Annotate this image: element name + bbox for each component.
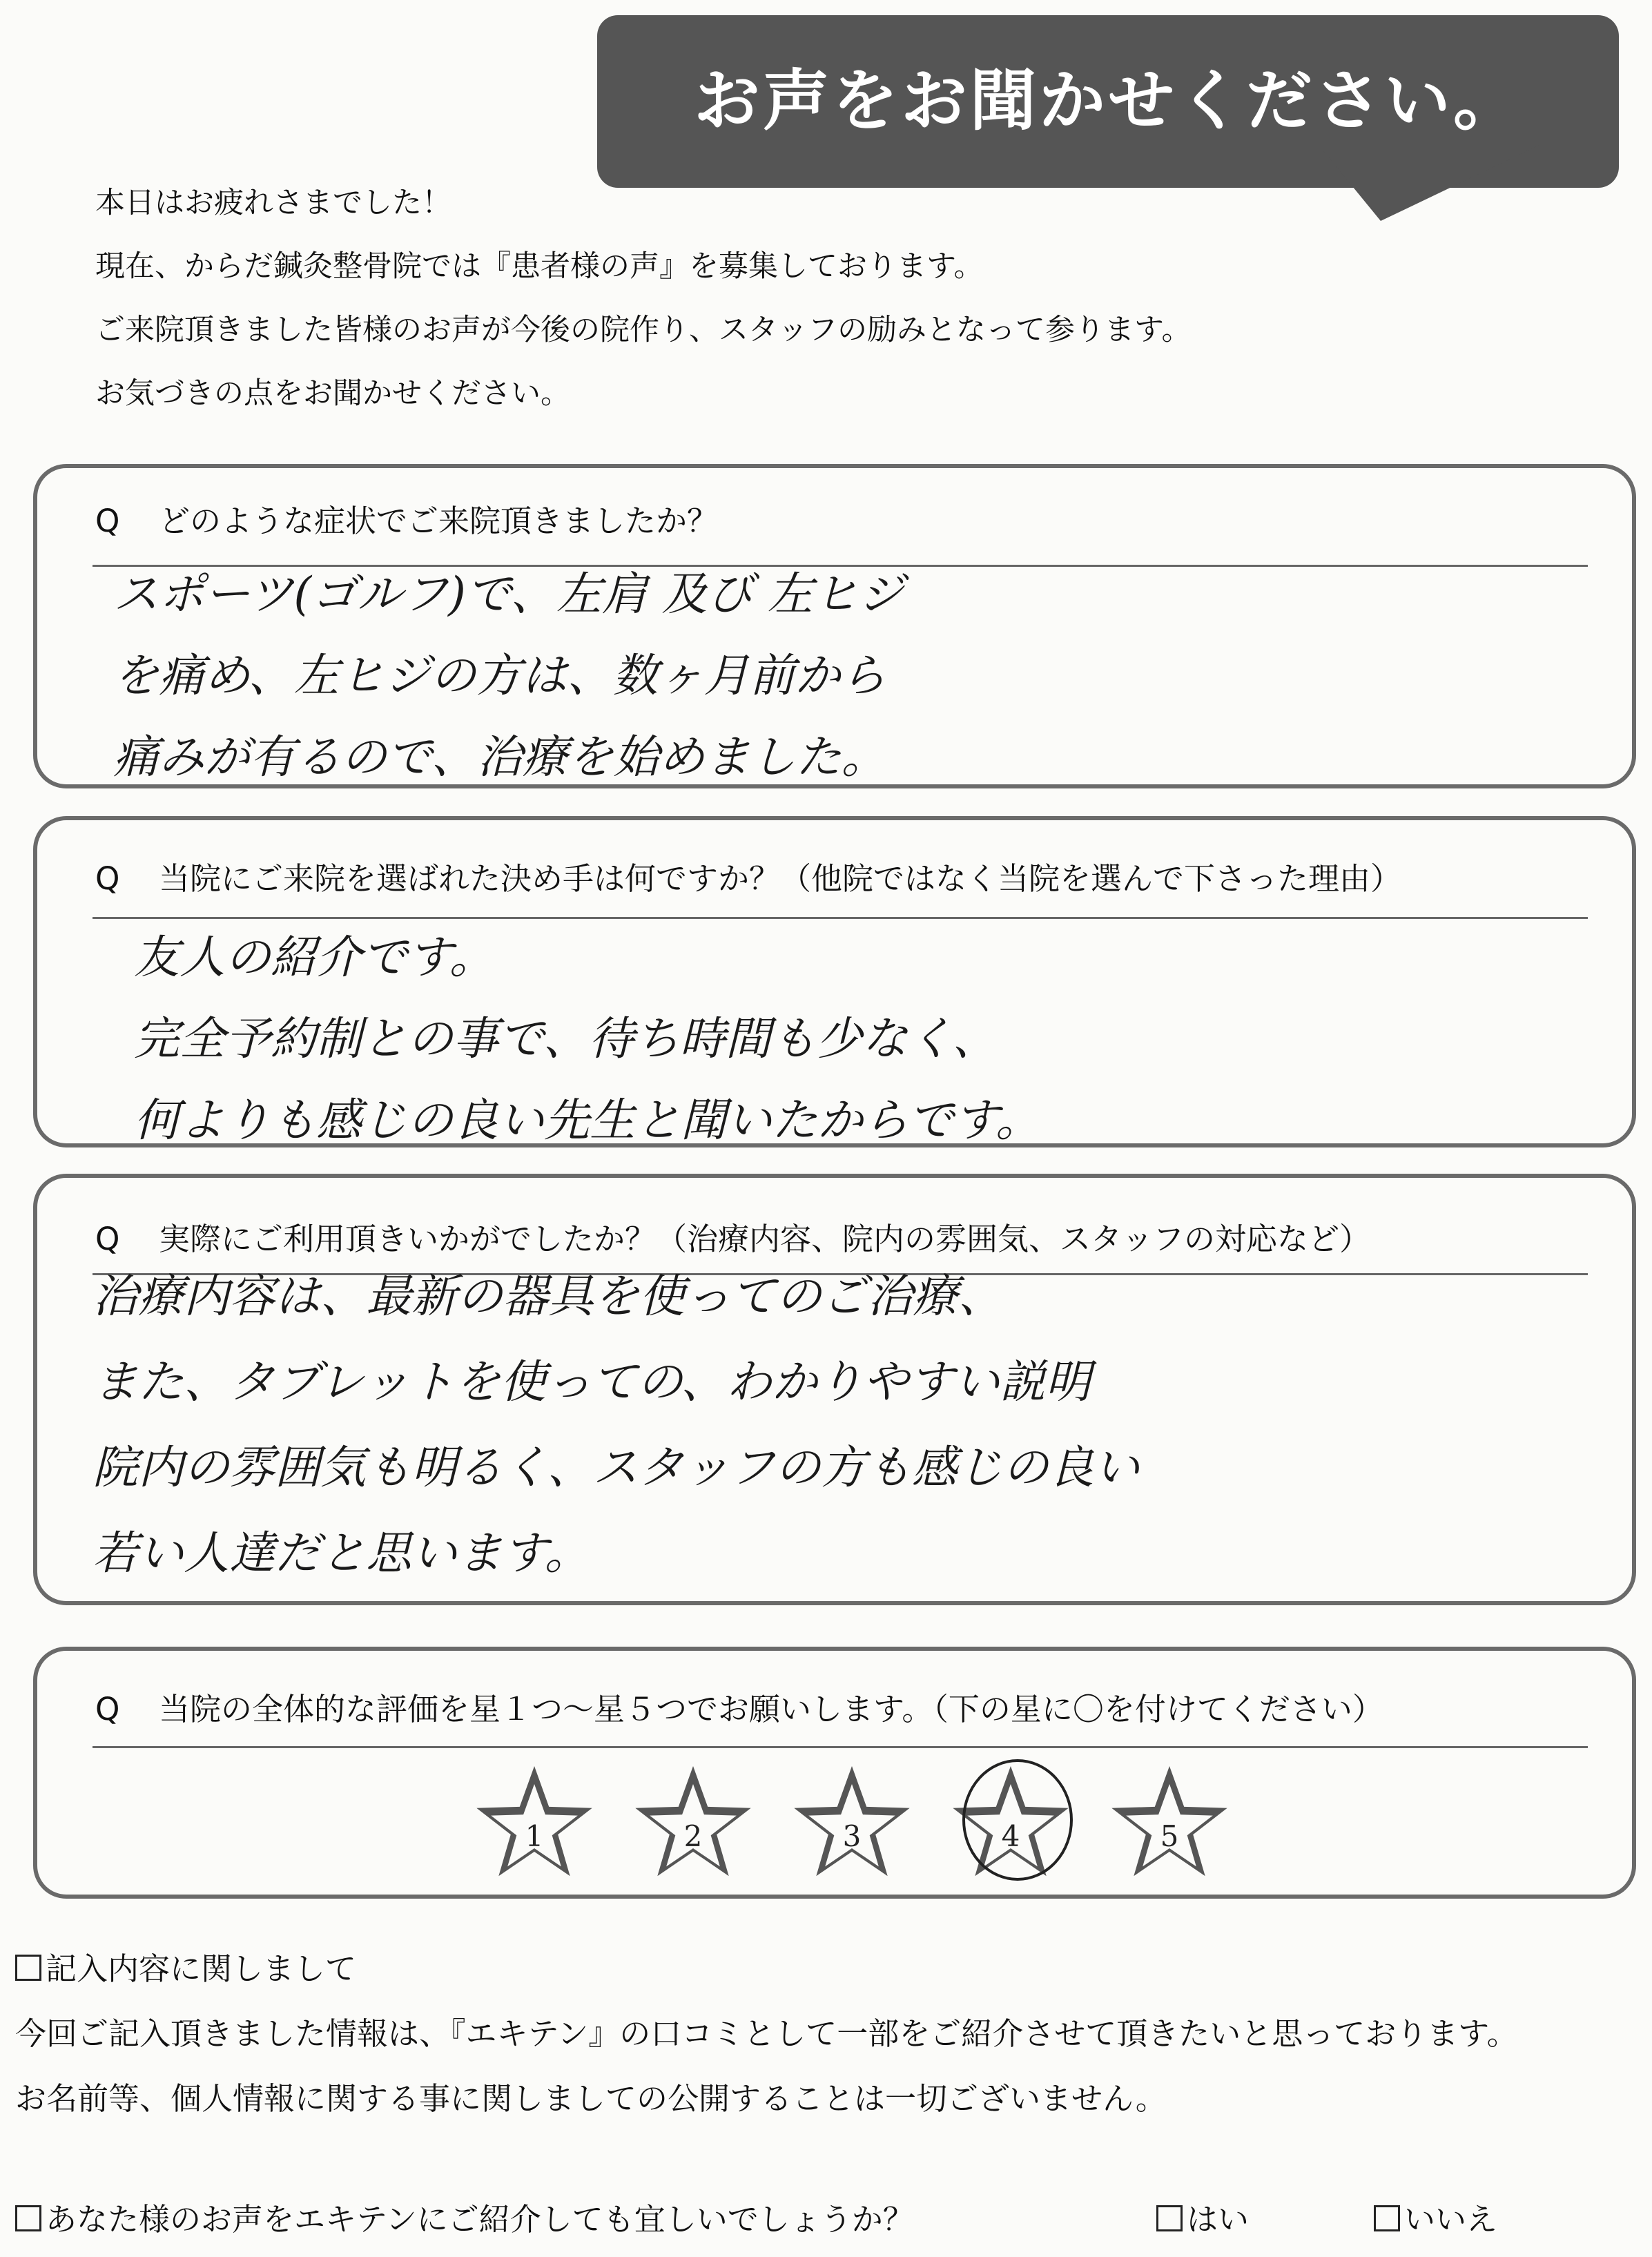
question-label: Q 当院の全体的な評価を星１つ～星５つでお願いします。（下の星に〇を付けてください）	[95, 1691, 1383, 1727]
consent-no-checkbox[interactable]: いいえ	[1374, 2194, 1497, 2239]
question-box-symptoms	[33, 464, 1636, 788]
intro-text	[95, 171, 1545, 425]
checkbox-icon	[15, 1955, 41, 1981]
intro-line: 本日はお疲れさまでした！	[95, 186, 451, 220]
question-label: Q 実際にご利用頂きいかがでしたか？（治療内容、院内の雰囲気、スタッフの対応など）	[95, 1221, 1371, 1257]
checkbox-icon	[1374, 2205, 1400, 2231]
intro-line: 現在、からだ鍼灸整骨院では『患者様の声』を募集しております。	[95, 249, 984, 284]
consent-yes-checkbox[interactable]: はい	[1156, 2194, 1249, 2239]
page-title: お声をお聞かせください。	[694, 62, 1522, 139]
disclosure-notice	[15, 1937, 1518, 2131]
star-number: 3	[842, 1819, 862, 1853]
question-box-reason	[33, 816, 1636, 1147]
consent-question: あなた様のお声をエキテンにご紹介しても宜しいでしょうか？	[15, 2194, 914, 2239]
handwritten-answer: 治療内容は、最新の器具を使ってのご治療、 また、タブレットを使っての、わかりやすい説明 院内の雰囲気も明るく、スタッフの方も感じの良い 若い人達だと思います。	[93, 1270, 1140, 1580]
handwritten-answer: スポーツ(ゴルフ)で、左肩 及び 左ヒジ を痛め、左ヒジの方は、数ヶ月前から 痛みが有るので、治療を始めました。	[113, 568, 904, 784]
disclosure-line: お名前等、個人情報に関する事に関しましての公開することは一切ございません。	[15, 2080, 1167, 2117]
star-rating	[37, 1651, 1632, 1896]
checkbox-icon	[1156, 2205, 1183, 2231]
intro-line: お気づきの点をお聞かせください。	[95, 376, 570, 411]
handwritten-answer: 友人の紹介です。 完全予約制との事で、待ち時間も少なく、 何よりも感じの良い先生と聞いたからです。	[134, 931, 1042, 1147]
star-number: 4	[1001, 1819, 1020, 1853]
star-number: 2	[683, 1819, 703, 1853]
disclosure-line: 今回ご記入頂きました情報は、『エキテン』の口コミとして一部をご紹介させて頂きたいと思っております。	[15, 2015, 1518, 2052]
question-label: Q どのような症状でご来院頂きましたか？	[95, 503, 719, 539]
question-box-rating	[33, 1647, 1636, 1899]
star-number: 5	[1160, 1819, 1179, 1853]
checkbox-icon	[15, 2205, 41, 2231]
star-number: 1	[525, 1819, 544, 1853]
question-label: Q 当院にご来院を選ばれた決め手は何ですか？（他院ではなく当院を選んで下さった理由）	[95, 860, 1402, 897]
intro-line: ご来院頂きました皆様のお声が今後の院作り、スタッフの励みとなって参ります。	[95, 313, 1192, 347]
question-box-experience	[33, 1174, 1636, 1605]
disclosure-heading: 記入内容に関しまして	[15, 1937, 1518, 2002]
